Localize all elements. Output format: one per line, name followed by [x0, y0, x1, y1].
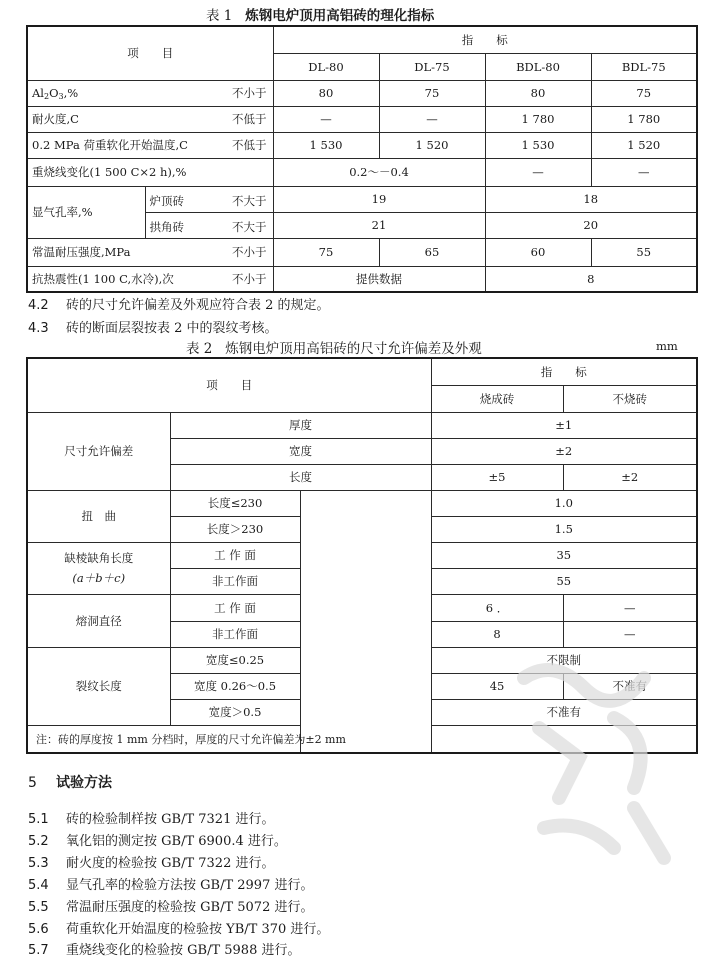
porosity-roof-cell [145, 186, 273, 212]
table2 [26, 357, 698, 754]
table-cell: 8 [431, 621, 563, 647]
table-cell: — [563, 594, 697, 621]
table-cell: 35 [431, 542, 697, 568]
row-condition: 不小于 [145, 266, 273, 292]
table-cell: ±1 [431, 412, 697, 438]
clause-text: 荷重软化开始温度的检验按 YB/T 370 进行。 [66, 922, 330, 937]
section-number: 5 [28, 775, 37, 791]
row-label-crack-b: 宽度 0.26～0.5 [170, 673, 300, 699]
table-cell: 65 [379, 238, 485, 266]
table-row [27, 266, 697, 292]
table-cell: 60 [485, 238, 591, 266]
table-cell: 21 [273, 212, 485, 238]
row-label-tsr: 抗热震性(1 100 C,水冷),次 [27, 266, 145, 292]
table-row [27, 186, 697, 212]
table-cell: 55 [431, 568, 697, 594]
clause-number: 4.3 [28, 321, 49, 336]
table1-caption-title: 炼钢电炉顶用高铝砖的理化指标 [245, 8, 435, 24]
row-label-al2o3: $Al_2O_3,\%$ [27, 80, 145, 106]
clause-text: 耐火度的检验按 GB/T 7322 进行。 [66, 856, 275, 871]
table-cell: 18 [485, 186, 697, 212]
clause-5-4 [28, 874, 313, 893]
clause-number: 5.6 [28, 922, 49, 937]
table-row [27, 80, 697, 106]
col-fired: 烧成砖 [431, 385, 563, 412]
table-row [27, 132, 697, 158]
row-label-refractoriness: 耐火度,C [27, 106, 145, 132]
table-cell: 80 [273, 80, 379, 106]
row-label-rul: 0.2 MPa 荷重软化开始温度,C [27, 132, 145, 158]
clause-5-1 [28, 808, 274, 827]
table1-grade: DL-80 [273, 53, 379, 80]
clause-text: 常温耐压强度的检验按 GB/T 5072 进行。 [66, 900, 314, 915]
clause-number: 5.2 [28, 834, 49, 849]
clause-number: 5.1 [28, 812, 49, 827]
table2-header-index: 指 标 [431, 358, 697, 385]
table2-caption-title: 炼钢电炉顶用高铝砖的尺寸允许偏差及外观 [225, 341, 482, 357]
table-cell: 80 [485, 80, 591, 106]
clause-4-2 [28, 294, 330, 313]
row-label-crack-a: 宽度≤0.25 [170, 647, 300, 673]
table-row [27, 106, 697, 132]
section-title: 试验方法 [56, 775, 112, 791]
porosity-arch-cell [145, 212, 273, 238]
row-label-work-face: 工 作 面 [170, 542, 300, 568]
clause-number: 5.4 [28, 878, 49, 893]
clause-number: 5.7 [28, 943, 49, 958]
table-row [27, 238, 697, 266]
table1-caption [206, 4, 434, 24]
group-warpage: 扭 曲 [27, 490, 170, 542]
table1-grade: DL-75 [379, 53, 485, 80]
table1-grade: BDL-80 [485, 53, 591, 80]
row-condition: 不小于 [145, 80, 273, 106]
row-label-plc: 重烧线变化(1 500 C×2 h),% [27, 158, 273, 186]
row-condition: 不大于 [232, 219, 267, 234]
table-cell: — [563, 621, 697, 647]
row-condition: 不低于 [145, 106, 273, 132]
row-condition: 不小于 [145, 238, 273, 266]
table-cell: 1.5 [431, 516, 697, 542]
table-cell: 75 [591, 80, 697, 106]
row-label-nonwork-face: 非工作面 [170, 621, 300, 647]
table-row [27, 412, 697, 438]
section-5-heading [28, 772, 112, 792]
table1-header-index: 指 标 [273, 26, 697, 53]
table-cell: 1 530 [273, 132, 379, 158]
table1-grade: BDL-75 [591, 53, 697, 80]
table-cell: ±2 [563, 464, 697, 490]
clause-5-7 [28, 939, 300, 958]
table-cell: 6 ． [431, 594, 563, 621]
table1 [26, 25, 698, 293]
table-cell: — [591, 158, 697, 186]
table1-header-item: 项 目 [27, 26, 273, 80]
row-label-work-face: 工 作 面 [170, 594, 300, 621]
table-cell: 1 520 [379, 132, 485, 158]
table-cell: 不准有 [563, 673, 697, 699]
clause-5-5 [28, 896, 313, 915]
table-cell: 1 520 [591, 132, 697, 158]
row-label-crack-c: 宽度＞0.5 [170, 699, 300, 725]
table-cell: 不限制 [431, 647, 697, 673]
table-cell: 提供数据 [273, 266, 485, 292]
table2-header-item: 项 目 [27, 358, 431, 412]
clause-5-6 [28, 918, 329, 937]
clause-text: 重烧线变化的检验按 GB/T 5988 进行。 [66, 943, 301, 958]
clause-text: 氧化铝的测定按 GB/T 6900.4 进行。 [66, 834, 287, 849]
clause-number: 5.3 [28, 856, 49, 871]
table-cell: — [485, 158, 591, 186]
table2-note: 注：砖的厚度按 1 mm 分档时，厚度的尺寸允许偏差为±2 mm [27, 725, 697, 753]
table-cell: 1 780 [485, 106, 591, 132]
table-cell: ±2 [431, 438, 697, 464]
table1-caption-num: 表 1 [206, 8, 233, 24]
table-row [27, 490, 697, 516]
group-dimensions: 尺寸允许偏差 [27, 412, 170, 490]
clause-4-3 [28, 317, 278, 336]
clause-text: 砖的断面层裂按表 2 中的裂纹考核。 [66, 321, 278, 336]
porosity-roof-label: 炉顶砖 [149, 193, 184, 208]
row-label-thickness: 厚度 [170, 412, 431, 438]
clause-number: 4.2 [28, 298, 49, 313]
group-corners-line1: 缺棱缺角长度 [64, 551, 134, 565]
table-cell: 1.0 [431, 490, 697, 516]
table-row [27, 158, 697, 186]
blank-spanning-cell [300, 490, 431, 753]
row-label-nonwork-face: 非工作面 [170, 568, 300, 594]
clause-text: 砖的尺寸允许偏差及外观应符合表 2 的规定。 [66, 298, 330, 313]
table-cell: 19 [273, 186, 485, 212]
table-cell: ±5 [431, 464, 563, 490]
group-corners-line2: (a＋b＋c) [72, 571, 126, 585]
col-unfired: 不烧砖 [563, 385, 697, 412]
table-cell: 20 [485, 212, 697, 238]
table-cell: 不准有 [431, 699, 697, 725]
table2-caption [186, 337, 482, 357]
row-label-ccs: 常温耐压强度,MPa [27, 238, 145, 266]
group-corners [27, 542, 170, 594]
table-cell: 75 [273, 238, 379, 266]
table-row [27, 725, 697, 753]
table-cell: 0.2～－0.4 [273, 158, 485, 186]
clause-5-2 [28, 830, 287, 849]
table-cell: 45 [431, 673, 563, 699]
table2-unit: mm [656, 339, 678, 353]
porosity-arch-label: 拱角砖 [149, 219, 184, 234]
row-condition: 不大于 [232, 193, 267, 208]
row-label-length: 长度 [170, 464, 431, 490]
group-cracks: 裂纹长度 [27, 647, 170, 725]
table-cell: 1 780 [591, 106, 697, 132]
row-condition: 不低于 [145, 132, 273, 158]
table-cell: — [379, 106, 485, 132]
group-melt-holes: 熔洞直径 [27, 594, 170, 647]
clause-number: 5.5 [28, 900, 49, 915]
row-label-warp-a: 长度≤230 [170, 490, 300, 516]
row-label-porosity: 显气孔率,% [27, 186, 145, 238]
row-label-warp-b: 长度＞230 [170, 516, 300, 542]
table-cell: 8 [485, 266, 697, 292]
table-cell: 55 [591, 238, 697, 266]
table2-caption-num: 表 2 [186, 341, 213, 357]
clause-text: 砖的检验制样按 GB/T 7321 进行。 [66, 812, 275, 827]
table-cell: 75 [379, 80, 485, 106]
row-label-width: 宽度 [170, 438, 431, 464]
clause-5-3 [28, 852, 274, 871]
table-cell: — [273, 106, 379, 132]
clause-text: 显气孔率的检验方法按 GB/T 2997 进行。 [66, 878, 314, 893]
table-cell: 1 530 [485, 132, 591, 158]
